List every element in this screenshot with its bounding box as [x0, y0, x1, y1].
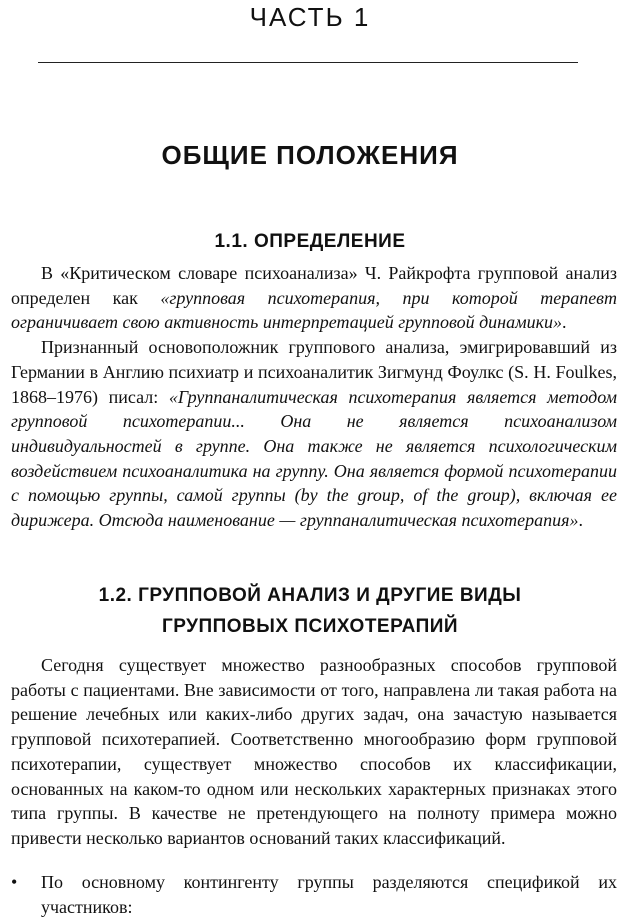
section-heading-definition: 1.1. ОПРЕДЕЛЕНИЕ	[214, 231, 406, 252]
bullet-icon: •	[11, 872, 18, 892]
paragraph-text: .	[562, 312, 567, 333]
definition-quote: «групповая психотерапия, при которой терапевт ограничивает свою активность интерпретацией групповой динамики»	[11, 287, 617, 333]
paragraph	[11, 261, 617, 335]
running-header: ЧАСТЬ 1	[249, 2, 371, 32]
foulkes-quote: «Группаналитическая психотерапия является методом групповой психотерапии... Она не является психоанализом индивидуальностей в группе. Она также не является психологическим воздействием психоаналитика на группу. Она является формой психотерапии с помощью группы, самой группы (by the group, of the group), включая ее дирижера. Отсюда наименование — группаналитическая психотерапия»	[11, 386, 618, 531]
paragraph-text: .	[578, 510, 583, 531]
paragraph: Сегодня существует множество разнообразных способов групповой работы с пациентами. Вне зависимости от того, направлена ли такая работа на решение лечебных или каких-либо других задач, она зачастую называется групповой психотерапией. Соответственно многообразию форм групповой психотерапии, существует множество способов их классификации, основанных на каком-то одном или нескольких характерных признаках этого типа группы. В качестве не претендующего на полноту примера можно привести несколько вариантов оснований таких классификаций.	[11, 655, 617, 848]
paragraph-text: Признанный основоположник группового анализа, эмигрировавший из Германии в Англию психиатр и психоаналитик Зигмунд Фоулкс (S. H. Foulkes, 1868–1976) писал:	[11, 337, 617, 407]
section-heading-line: ГРУППОВЫХ ПСИХОТЕРАПИЙ	[161, 616, 459, 637]
list-item-text: По основному контингенту группы разделяются спецификой их участников:	[41, 872, 617, 917]
header-divider	[38, 62, 578, 63]
section-body-group-analysis	[11, 653, 617, 851]
chapter-title: ОБЩИЕ ПОЛОЖЕНИЯ	[161, 140, 459, 170]
section-heading-line: 1.2. ГРУППОВОЙ АНАЛИЗ И ДРУГИЕ ВИДЫ	[98, 585, 522, 606]
paragraph	[11, 335, 617, 533]
section-heading-group-analysis	[0, 580, 620, 642]
paragraph-text: В «Критическом словаре психоанализа» Ч. Райкрофта групповой анализ определен как	[11, 263, 617, 308]
section-body-definition	[11, 261, 617, 533]
